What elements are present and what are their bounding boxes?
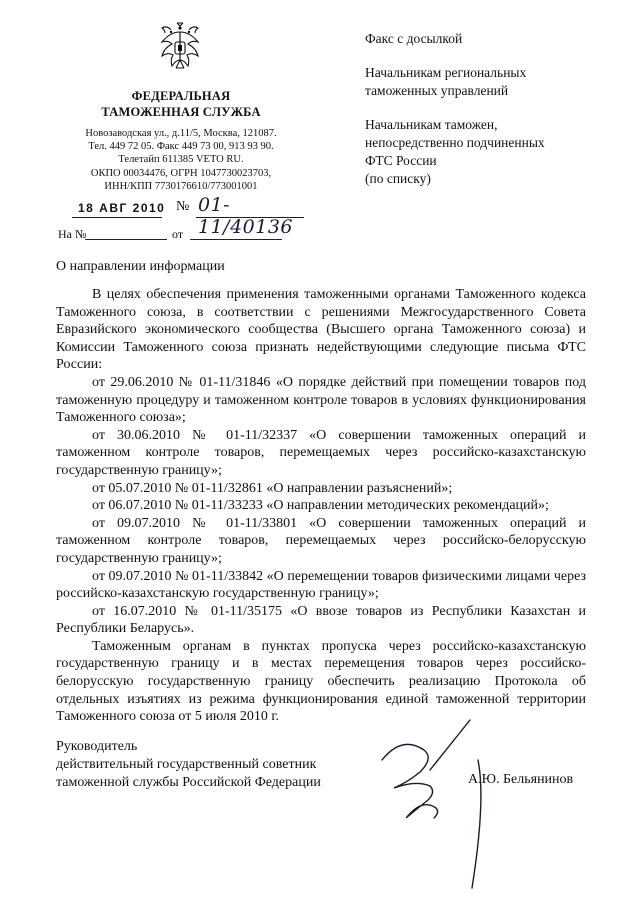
body-paragraph-item-3: от 05.07.2010 № 01-11/32861 «О направлении разъяснений»; bbox=[92, 480, 453, 496]
registration-number-label: № bbox=[176, 199, 190, 214]
addressee-customs-line2: непосредственно подчиненных bbox=[365, 135, 545, 150]
addressee-regional-line1: Начальникам региональных bbox=[365, 65, 527, 80]
reference-line bbox=[56, 225, 316, 245]
fax-note: Факс с досылкой bbox=[365, 31, 463, 46]
signatory-title-line1: Руководитель bbox=[56, 739, 138, 754]
addressee-block bbox=[365, 30, 625, 188]
signatory-name: А.Ю. Бельянинов bbox=[468, 772, 574, 787]
addressee-customs-line4: (по списку) bbox=[365, 171, 431, 186]
body-paragraph-item-5: от 09.07.2010 № 01-11/33801 «О совершении таможенных операций и таможенном контроле товаров, перемещаемых через российско-белорусскую государственную границу»; bbox=[56, 515, 586, 566]
org-name-line2: ТАМОЖЕННАЯ СЛУЖБА bbox=[101, 105, 261, 119]
organization-name bbox=[78, 88, 284, 120]
letter-subject: О направлении информации bbox=[56, 259, 225, 274]
body-paragraph-item-1: от 29.06.2010 № 01-11/31846 «О порядке действий при помещении товаров под таможенную процедуру и таможенном контроле товаров в условиях функционирования Таможенного союза»; bbox=[56, 374, 586, 426]
contact-line-phone: Тел. 449 72 05. Факс 449 73 00, 913 93 90. bbox=[88, 141, 274, 153]
body-paragraph-item-7: от 16.07.2010 № 01-11/35175 «О ввозе товаров из Республики Казахстан и Республики Беларусь». bbox=[56, 603, 586, 637]
date-underline bbox=[72, 217, 162, 218]
contact-line-teletype: Телетайп 611385 VETO RU. bbox=[118, 154, 244, 166]
addressee-customs-line3: ФТС России bbox=[365, 153, 437, 168]
contact-line-okpo: ОКПО 00034476, ОГРН 1047730023703, bbox=[90, 167, 272, 179]
reference-date-label: от bbox=[172, 227, 184, 241]
letter-body bbox=[56, 286, 586, 726]
signatory-title-line2: действительный государственный советник bbox=[56, 757, 317, 772]
registration-date-stamp: 18 АВГ 2010 bbox=[78, 201, 166, 215]
body-paragraph-intro: В целях обеспечения применения таможенными органами Таможенного кодекса Таможенного союза, в соответствии с решениями Межгосударственного Совета Евразийского экономического сообщества (Высшего органа Таможенного союза) и Комиссии Таможенного союза признать недействующими следующие письма ФТС России: bbox=[56, 287, 586, 373]
number-underline bbox=[196, 217, 304, 218]
body-paragraph-item-2: от 30.06.2010 № 01-11/32337 «О совершении таможенных операций и таможенном контроле товаров, перемещаемых через российско-казахстанскую государственную границу»; bbox=[56, 427, 586, 478]
reference-date-blank bbox=[190, 239, 282, 240]
contact-details bbox=[68, 127, 294, 193]
handwritten-signature-icon bbox=[360, 700, 520, 890]
body-paragraph-item-4: от 06.07.2010 № 01-11/33233 «О направлении методических рекомендаций»; bbox=[92, 498, 549, 514]
body-paragraph-instruction: Таможенным органам в пунктах пропуска через российско-казахстанскую государственную границу и в местах перемещения товаров через российско-белорусскую государственную границу обеспечить реализацию Протокола об отдельных изъятиях из режима функционирования единой таможенной территории Таможенного союза от 5 июля 2010 г. bbox=[56, 638, 586, 725]
double-headed-eagle-emblem-icon bbox=[157, 20, 203, 74]
contact-line-inn: ИНН/КПП 7730176610/773001001 bbox=[104, 180, 258, 192]
addressee-customs-line1: Начальникам таможен, bbox=[365, 117, 498, 132]
addressee-regional-line2: таможенных управлений bbox=[365, 83, 509, 98]
reference-number-blank bbox=[85, 239, 167, 240]
registration-number-handwritten: 01-11/40136 bbox=[198, 194, 294, 238]
signatory-title-line3: таможенной службы Российской Федерации bbox=[56, 775, 321, 790]
org-name-line1: ФЕДЕРАЛЬНАЯ bbox=[131, 89, 231, 103]
body-paragraph-item-6: от 09.07.2010 № 01-11/33842 «О перемещении товаров физическими лицами через российско-казахстанскую государственную границу»; bbox=[56, 568, 586, 602]
contact-line-address: Новозаводская ул., д.11/5, Москва, 121087. bbox=[85, 128, 277, 139]
reference-number-label: На № bbox=[58, 227, 87, 241]
